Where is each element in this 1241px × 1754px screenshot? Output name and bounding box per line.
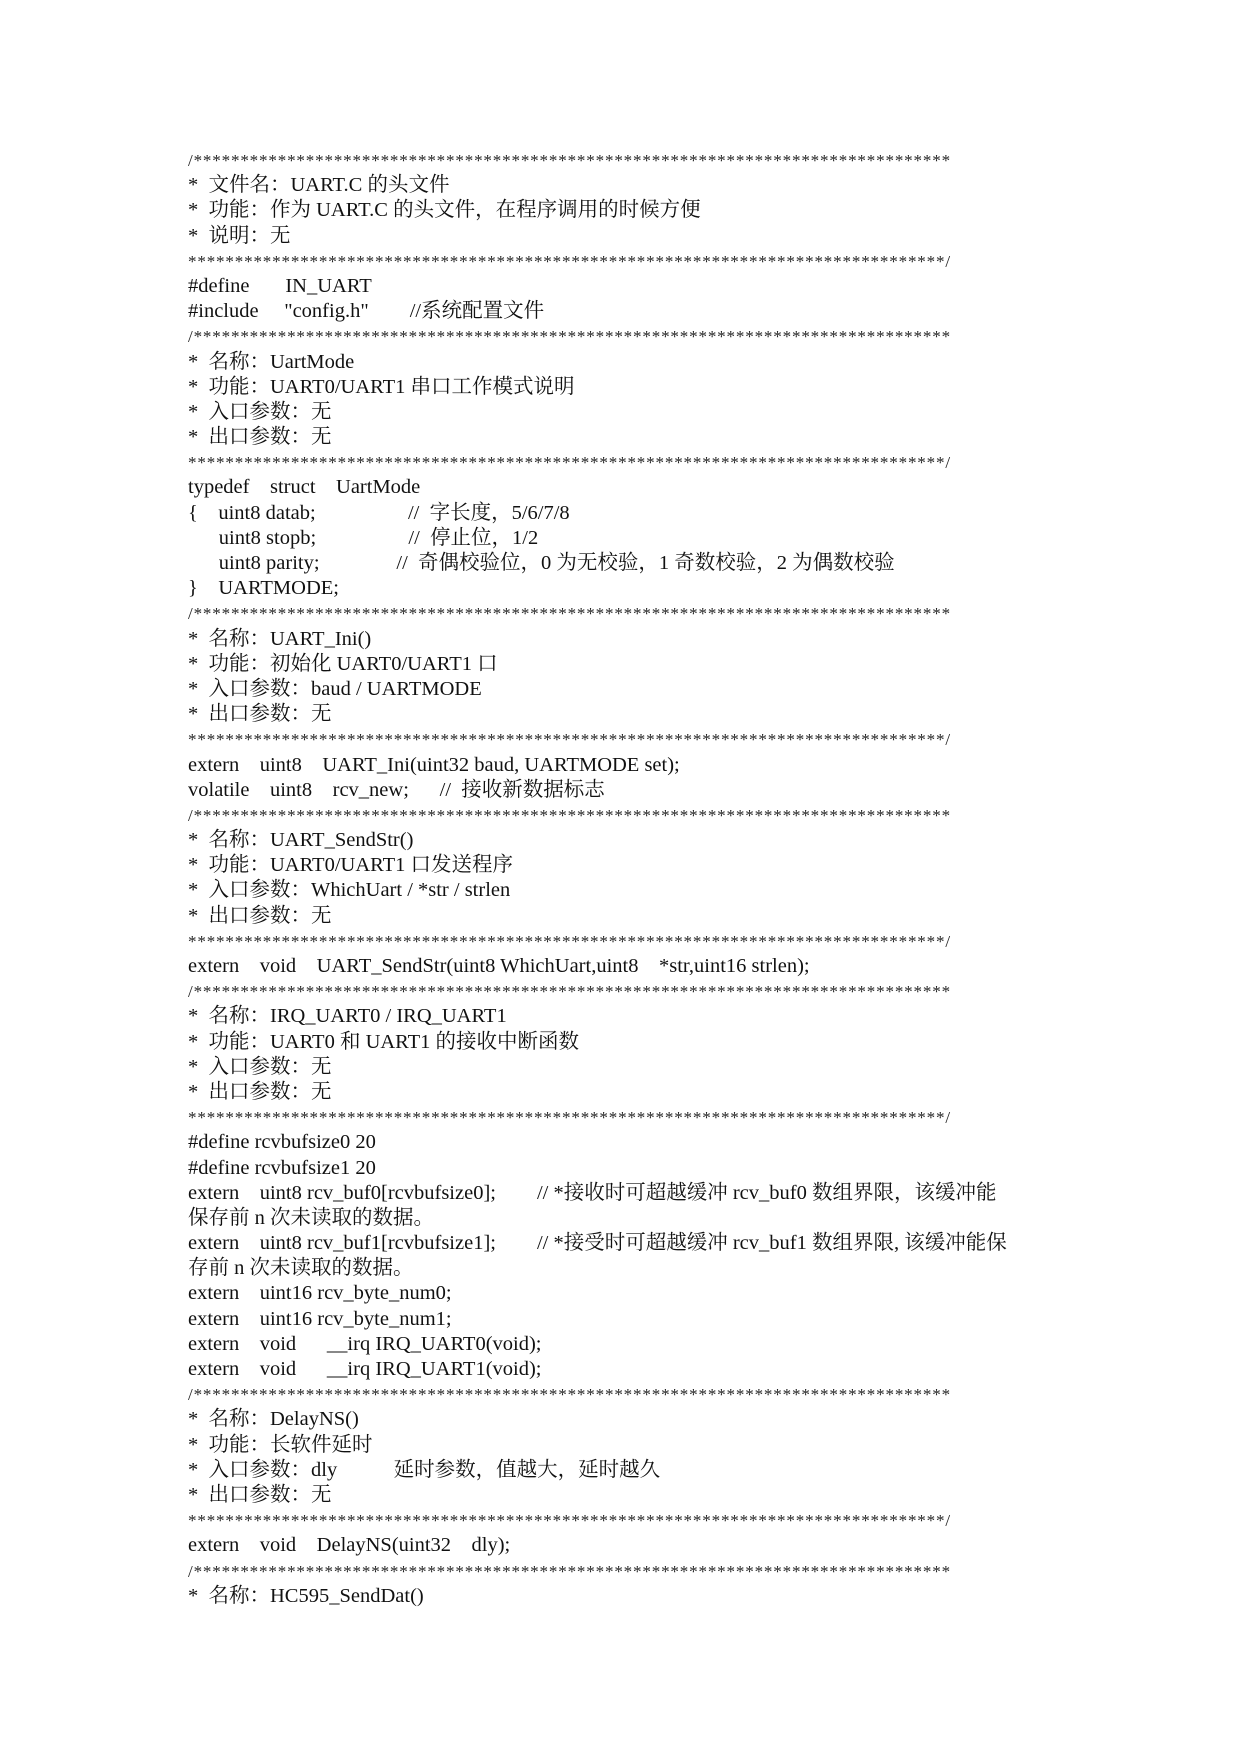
- document-line: extern uint16 rcv_byte_num0;: [188, 1282, 452, 1305]
- document-line: * 入口参数：baud / UARTMODE: [188, 677, 482, 700]
- comment-border-line: /*********************************************************************************: [188, 982, 951, 1002]
- document-line: * 入口参数：无: [188, 400, 332, 423]
- document-line: * 出口参数：无: [188, 1080, 332, 1103]
- comment-border-line: /*********************************************************************************: [188, 805, 951, 825]
- document-line: extern void __irq IRQ_UART1(void);: [188, 1358, 542, 1380]
- document-line: extern void DelayNS(uint32 dly);: [188, 1534, 511, 1557]
- document-line: typedef struct UartMode: [188, 476, 421, 499]
- document-body: [188, 148, 1088, 1609]
- document-line: * 出口参数：无: [188, 703, 332, 726]
- comment-border-line: *********************************************************************************/: [188, 730, 951, 750]
- document-line: 存前 n 次未读取的数据。: [188, 1257, 414, 1280]
- document-line: 保存前 n 次未读取的数据。: [188, 1206, 434, 1229]
- document-line: * 名称：UartMode: [188, 350, 355, 373]
- document-line: #define rcvbufsize0 20: [188, 1131, 376, 1154]
- comment-border-line: *********************************************************************************/: [188, 453, 951, 473]
- document-line: { uint8 datab; // 字长度，5/6/7/8: [188, 501, 570, 524]
- document-line: extern uint8 rcv_buf0[rcvbufsize0]; // *接收时可超越缓冲 rcv_buf0 数组界限，该缓冲能: [188, 1181, 997, 1204]
- document-line: * 功能：UART0/UART1 口发送程序: [188, 854, 513, 877]
- document-line: #include "config.h" //系统配置文件: [188, 300, 545, 323]
- document-line: extern void UART_SendStr(uint8 WhichUart,uint8 *str,uint16 strlen);: [188, 955, 810, 977]
- document-line: * 入口参数：WhichUart / *str / strlen: [188, 879, 511, 902]
- document-line: uint8 parity; // 奇偶校验位，0 为无校验，1 奇数校验，2 为偶数校验: [188, 552, 895, 574]
- document-line: #define rcvbufsize1 20: [188, 1156, 376, 1179]
- document-line: * 功能：UART0 和 UART1 的接收中断函数: [188, 1030, 580, 1053]
- comment-border-line: /*********************************************************************************: [188, 327, 951, 347]
- document-line: extern uint8 UART_Ini(uint32 baud, UARTMODE set);: [188, 753, 680, 776]
- comment-border-line: *********************************************************************************/: [188, 1511, 951, 1531]
- document-line: extern uint8 rcv_buf1[rcvbufsize1]; // *接受时可超越缓冲 rcv_buf1 数组界限, 该缓冲能保: [188, 1232, 1007, 1255]
- document-line: * 文件名：UART.C 的头文件: [188, 174, 450, 197]
- document-line: * 入口参数：无: [188, 1055, 332, 1078]
- document-line: * 名称：IRQ_UART0 / IRQ_UART1: [188, 1005, 507, 1028]
- document-line: * 名称：UART_SendStr(): [188, 829, 414, 852]
- comment-border-line: /*********************************************************************************: [188, 1561, 951, 1581]
- comment-border-line: *********************************************************************************/: [188, 251, 951, 271]
- document-line: uint8 stopb; // 停止位，1/2: [188, 526, 539, 549]
- document-line: * 出口参数：无: [188, 426, 332, 449]
- document-line: } UARTMODE;: [188, 577, 339, 600]
- document-line: * 说明：无: [188, 224, 291, 247]
- document-line: * 功能：UART0/UART1 串口工作模式说明: [188, 375, 575, 398]
- document-line: * 功能：初始化 UART0/UART1 口: [188, 652, 498, 675]
- document-line: * 出口参数：无: [188, 904, 332, 927]
- comment-border-line: /*********************************************************************************: [188, 151, 951, 170]
- document-line: extern void __irq IRQ_UART0(void);: [188, 1332, 542, 1355]
- document-line: * 出口参数：无: [188, 1483, 332, 1506]
- document-line: #define IN_UART: [188, 274, 372, 297]
- document-line: volatile uint8 rcv_new; // 接收新数据标志: [188, 778, 605, 801]
- document-line: * 名称：DelayNS(): [188, 1408, 359, 1431]
- comment-border-line: /*********************************************************************************: [188, 1385, 951, 1405]
- document-line: * 功能：长软件延时: [188, 1433, 373, 1456]
- comment-border-line: *********************************************************************************/: [188, 931, 951, 951]
- comment-border-line: *********************************************************************************/: [188, 1108, 951, 1128]
- document-line: * 名称：HC595_SendDat(): [188, 1584, 424, 1607]
- document-line: * 功能：作为 UART.C 的头文件，在程序调用的时候方便: [188, 199, 701, 222]
- document-line: extern uint16 rcv_byte_num1;: [188, 1307, 452, 1330]
- document-line: * 名称：UART_Ini(): [188, 627, 372, 650]
- document-line: * 入口参数：dly 延时参数，值越大，延时越久: [188, 1458, 661, 1481]
- comment-border-line: /*********************************************************************************: [188, 604, 951, 624]
